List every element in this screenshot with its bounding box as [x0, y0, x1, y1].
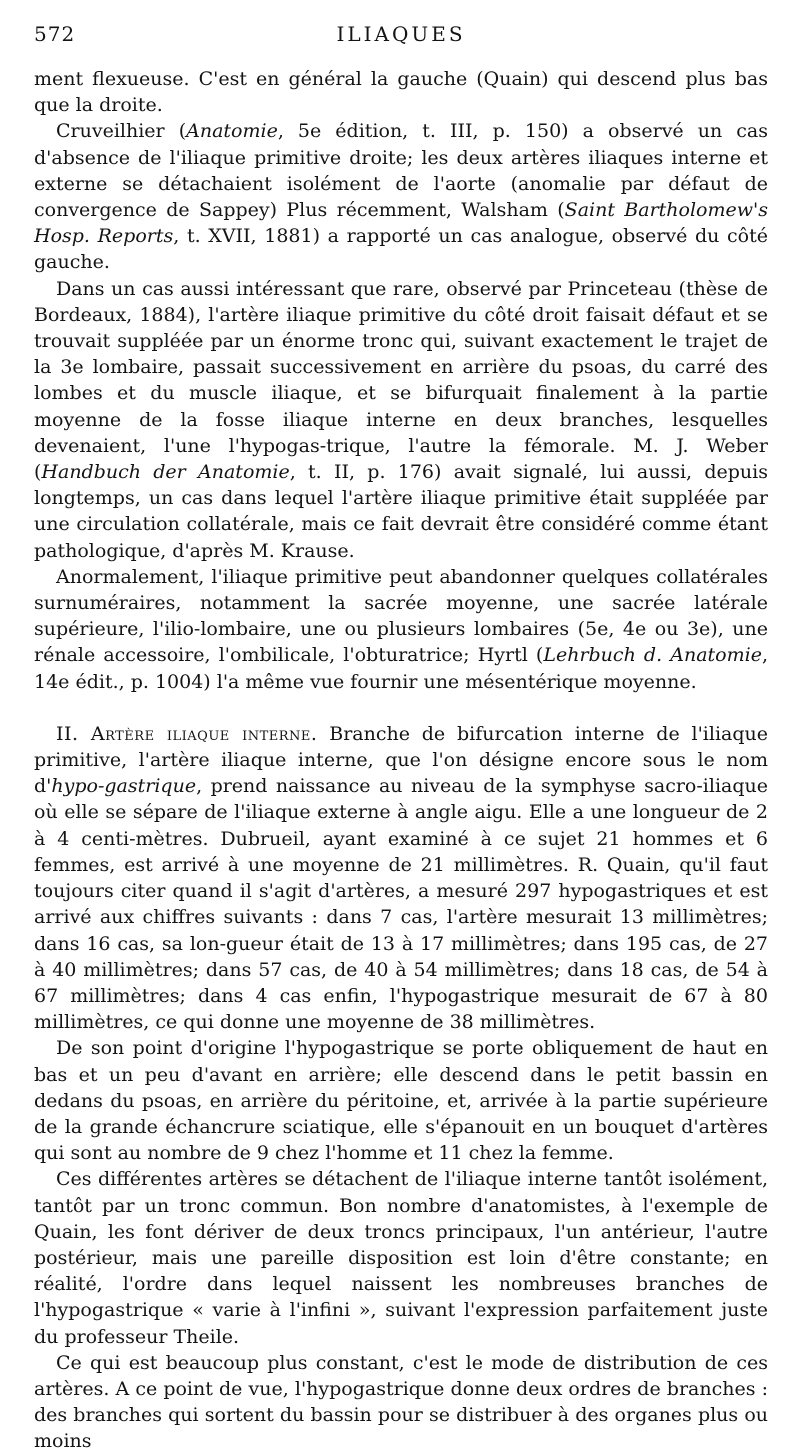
book-page [34, 22, 769, 1453]
body-text [34, 66, 768, 1455]
citation-title: Handbuch der Anatomie [41, 461, 290, 484]
paragraph-6 [34, 1035, 768, 1166]
paragraph-text: , 14e édit., p. 1004) l'a même vue fournir une mésentérique moyenne. [34, 644, 769, 693]
paragraph-text: Cruveilhier ( [56, 120, 187, 143]
paragraph-7 [34, 1166, 768, 1349]
term-italic: hypo-gastrique [51, 775, 197, 798]
paragraph-text: , t. II, p. 176) avait signalé, lui aussi, depuis longtemps, un cas dans lequel l'artère iliaque primitive était suppléée par une circulation collatérale, mais ce fait devrait être considéré comme étant pathologique, d'après M. Krause. [34, 461, 768, 562]
paragraph-text: Ces différentes artères se détachent de l'iliaque interne tantôt isolément, tantôt par un tronc commun. Bon nombre d'anatomistes, à l'exemple de Quain, les font dériver de deux troncs principaux, l'un antérieur, l'autre postérieur, mais une pareille disposition est loin d'être constante; en réalité, l'ordre dans lequel naissent les nombreuses branches de l'hypogastrique « varie à l'infini », suivant l'expression parfaitement juste du professeur Theile. [34, 1168, 768, 1348]
paragraph-text: De son point d'origine l'hypogastrique se porte obliquement de haut en bas et un peu d'avant en arrière; elle descend dans le petit bassin en dedans du psoas, en arrière du péritoine, et, arrivée à la partie supérieure de la grande échancrure sciatique, elle s'épanouit en un bouquet d'artères qui sont au nombre de 9 chez l'homme et 11 chez la femme. [34, 1037, 768, 1165]
citation-title: Lehrbuch d. Anatomie [543, 644, 762, 667]
paragraph-3 [34, 276, 768, 564]
paragraph-text: , t. XVII, 1881) a rapporté un cas analogue, observé du côté gauche. [34, 225, 769, 274]
paragraph-text: ment flexueuse. C'est en général la gauche (Quain) qui descend plus bas que la droite. [34, 68, 768, 117]
page-number: 572 [34, 22, 76, 46]
citation-title: Saint Bartholomew's Hosp. Reports [34, 199, 768, 248]
paragraph-text: Anormalement, l'iliaque primitive peut abandonner quelques collatérales surnuméraires, notamment la sacrée moyenne, une sacrée latérale supérieure, l'ilio-lombaire, une ou plusieurs lombaires (5e, 4e ou 3e), une rénale accessoire, l'ombilicale, l'obturatrice; Hyrtl ( [34, 565, 768, 667]
paragraph-2 [34, 118, 768, 275]
paragraph-text: Branche de bifurcation interne de l'iliaque primitive, l'artère iliaque interne, que l'on désigne encore sous le nom d' [34, 722, 768, 798]
paragraph-4 [34, 564, 768, 695]
paragraph-text: Dans un cas aussi intéressant que rare, observé par Princeteau (thèse de Bordeaux, 1884), l'artère iliaque primitive du côté droit faisait défaut et se trouvait suppléée par un énorme tronc qui, suivant exactement le trajet de la 3e lombaire, passait successivement en arrière du psoas, du carré des lombes et du muscle iliaque, et se bifurquait finalement à la partie moyenne de la fosse iliaque interne en deux branches, lesquelles devenaient, l'une l'hypogas-trique, l'autre la fémorale. M. J. Weber ( [34, 277, 768, 484]
running-title: ILIAQUES [336, 22, 466, 46]
paragraph-text: Ce qui est beaucoup plus constant, c'est le mode de distribution de ces artères. A ce point de vue, l'hypogastrique donne deux ordres de branches : des branches qui sortent du bassin pour se distribuer à des organes plus ou moins [34, 1351, 768, 1453]
paragraph-text: , prend naissance au niveau de la symphyse sacro-iliaque où elle se sépare de l'iliaque externe à angle aigu. Elle a une longueur de 2 à 4 centi-mètres. Dubrueil, ayant examiné à ce sujet 21 hommes et 6 femmes, est arrivé à une moyenne de 21 millimètres. R. Quain, qu'il faut toujours citer quand il s'agit d'artères, a mesuré 297 hypogastriques et est arrivé aux chiffres suivants : dans 7 cas, l'artère mesurait 13 millimètres; dans 16 cas, sa lon-gueur était de 13 à 17 millimètres; dans 195 cas, de 27 à 40 millimètres; dans 57 cas, de 40 à 54 millimètres; dans 18 cas, de 54 à 67 millimètres; dans 4 cas enfin, l'hypogastrique mesurait de 67 à 80 millimètres, ce qui donne une moyenne de 38 millimètres. [34, 775, 768, 1034]
paragraph-8 [34, 1350, 768, 1455]
citation-title: Anatomie [186, 120, 278, 143]
page-header [34, 22, 768, 52]
paragraph-1 [34, 66, 768, 118]
paragraph-5 [34, 721, 768, 1035]
paragraph-text: , 5e édition, t. III, p. 150) a observé un cas d'absence de l'iliaque primitive droite; les deux artères iliaques interne et externe se détachaient isolément de l'aorte (anomalie par défaut de convergence de Sappey) Plus récemment, Walsham ( [34, 120, 768, 222]
section-heading: II. Artère iliaque interne. [56, 722, 318, 745]
